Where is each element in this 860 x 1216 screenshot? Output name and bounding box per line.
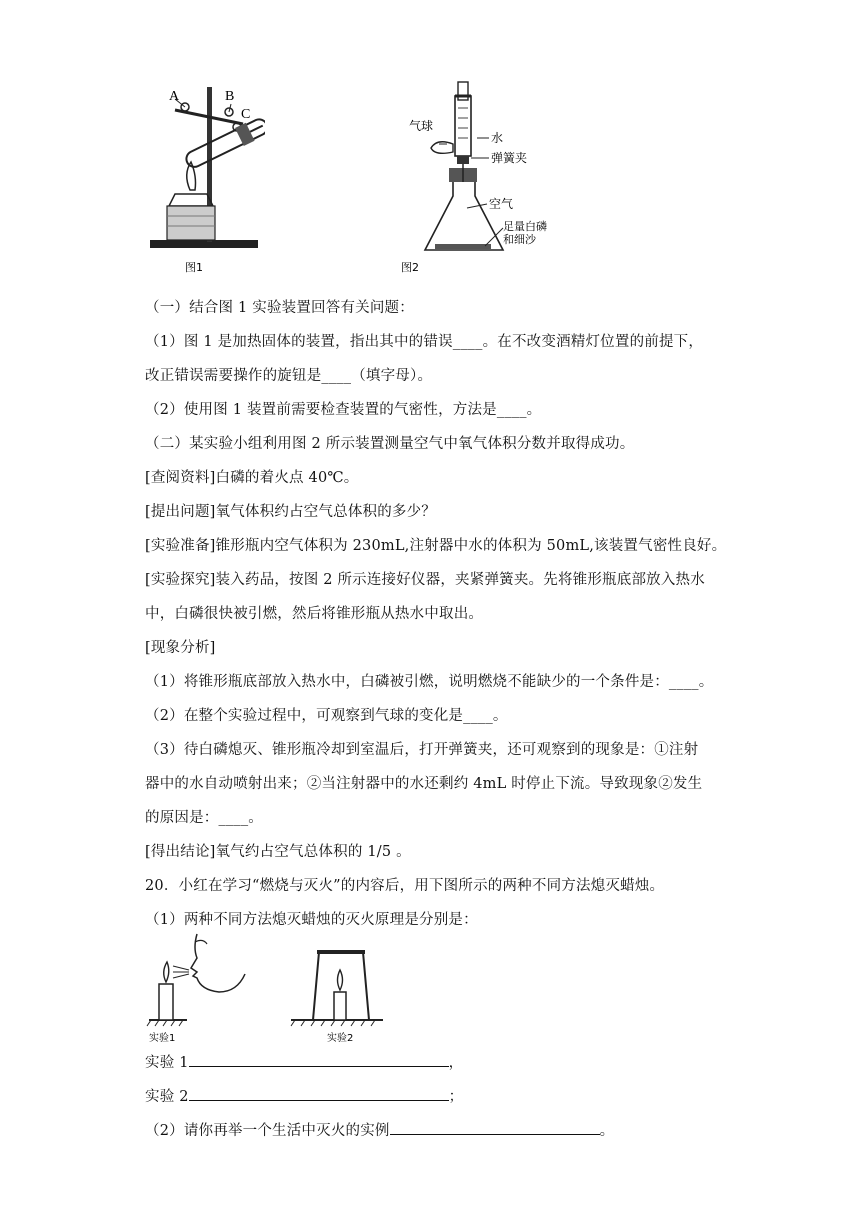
text-line: （二）某实验小组利用图 2 所示装置测量空气中氧气体积分数并取得成功。 (145, 436, 635, 452)
figure-2-oxygen-apparatus (395, 78, 575, 278)
figure-3-candle-experiments (145, 928, 385, 1046)
exp1-caption: 实验1 (149, 1033, 176, 1044)
experiment-1-label: 实验 1 (145, 1055, 189, 1071)
person-face (191, 934, 245, 992)
label-b: B (225, 89, 235, 104)
experiment-1-end: ， (448, 1055, 464, 1071)
text-line: [查阅资料]白磷的着火点 40℃。 (145, 470, 359, 486)
label-c: C (241, 107, 251, 122)
experiment-2-answer-line (145, 1086, 463, 1107)
spring-clip (457, 156, 469, 164)
figure-1-heating-apparatus (145, 82, 265, 277)
question-20-2 (145, 1120, 614, 1141)
experiment-1-answer-line (145, 1052, 463, 1073)
experiment-1-blank[interactable] (189, 1052, 449, 1067)
question-2-2: （2）在整个实验过程中，可观察到气球的变化是____。 (145, 708, 508, 724)
test-tube (183, 115, 265, 172)
exp2-candle (334, 992, 346, 1020)
question-2-3: （3）待白磷熄灭、锥形瓶冷却到室温后，打开弹簧夹，还可观察到的现象是：①注射 (145, 742, 699, 758)
phosphorus-sand (435, 244, 491, 249)
question-20-2-text: （2）请你再举一个生活中灭火的实例 (145, 1123, 390, 1139)
exp1-candle (159, 984, 173, 1020)
wooden-block (167, 206, 215, 240)
text-line: （一）结合图 1 实验装置回答有关问题： (145, 300, 414, 316)
experiment-2-end: ； (448, 1089, 464, 1105)
experiment-2-label: 实验 2 (145, 1089, 189, 1105)
label-air: 空气 (489, 197, 514, 211)
text-line: 的原因是：____。 (145, 810, 263, 826)
experiment-2-blank[interactable] (189, 1086, 449, 1101)
syringe-barrel (455, 96, 471, 156)
exp1-flame (164, 962, 169, 982)
question-20-2-blank[interactable] (390, 1120, 600, 1135)
text-line: [得出结论]氧气约占空气总体积的 1/5 。 (145, 844, 411, 860)
label-phosphorus-2: 和细沙 (503, 233, 536, 246)
question-20-1: （1）两种不同方法熄灭蜡烛的灭火原理是分别是： (145, 912, 478, 928)
question-1-2: （2）使用图 1 装置前需要检查装置的气密性，方法是____。 (145, 402, 542, 418)
figure-2-caption: 图2 (401, 261, 419, 274)
balloon (431, 142, 453, 154)
text-line: [实验探究]装入药品，按图 2 所示连接好仪器，夹紧弹簧夹。先将锥形瓶底部放入热水 (145, 572, 705, 588)
label-phosphorus-1: 足量白磷 (503, 220, 547, 233)
text-line: 中，白磷很快被引燃，然后将锥形瓶从热水中取出。 (145, 606, 484, 622)
alcohol-lamp-top (169, 194, 213, 206)
question-2-1: （1）将锥形瓶底部放入热水中，白磷被引燃，说明燃烧不能缺少的一个条件是：____。 (145, 674, 714, 690)
question-1-1: （1）图 1 是加热固体的装置，指出其中的错误____。在不改变酒精灯位置的前提下， (145, 334, 704, 350)
text-line: [提出问题]氧气体积约占空气总体积的多少？ (145, 504, 437, 520)
exp2-flame (338, 970, 343, 990)
section-heading: [现象分析] (145, 640, 216, 656)
figure-1-caption: 图1 (185, 261, 203, 274)
label-clip: 弹簧夹 (491, 151, 528, 165)
label-a: A (169, 89, 180, 104)
question-20: 20．小红在学习“燃烧与灭火”的内容后，用下图所示的两种不同方法熄灭蜡烛。 (145, 878, 665, 894)
exp2-caption: 实验2 (327, 1033, 354, 1044)
text-line: 改正错误需要操作的旋钮是____（填字母）。 (145, 368, 433, 384)
label-balloon: 气球 (409, 119, 434, 133)
text-line: 器中的水自动喷射出来；②当注射器中的水还剩约 4mL 时停止下流。导致现象②发生 (145, 776, 703, 792)
question-20-2-end: 。 (599, 1123, 615, 1139)
label-water: 水 (491, 131, 504, 145)
text-line: [实验准备]锥形瓶内空气体积为 230mL,注射器中水的体积为 50mL,该装置气密性良好。 (145, 538, 727, 554)
iron-stand-base (150, 240, 258, 248)
